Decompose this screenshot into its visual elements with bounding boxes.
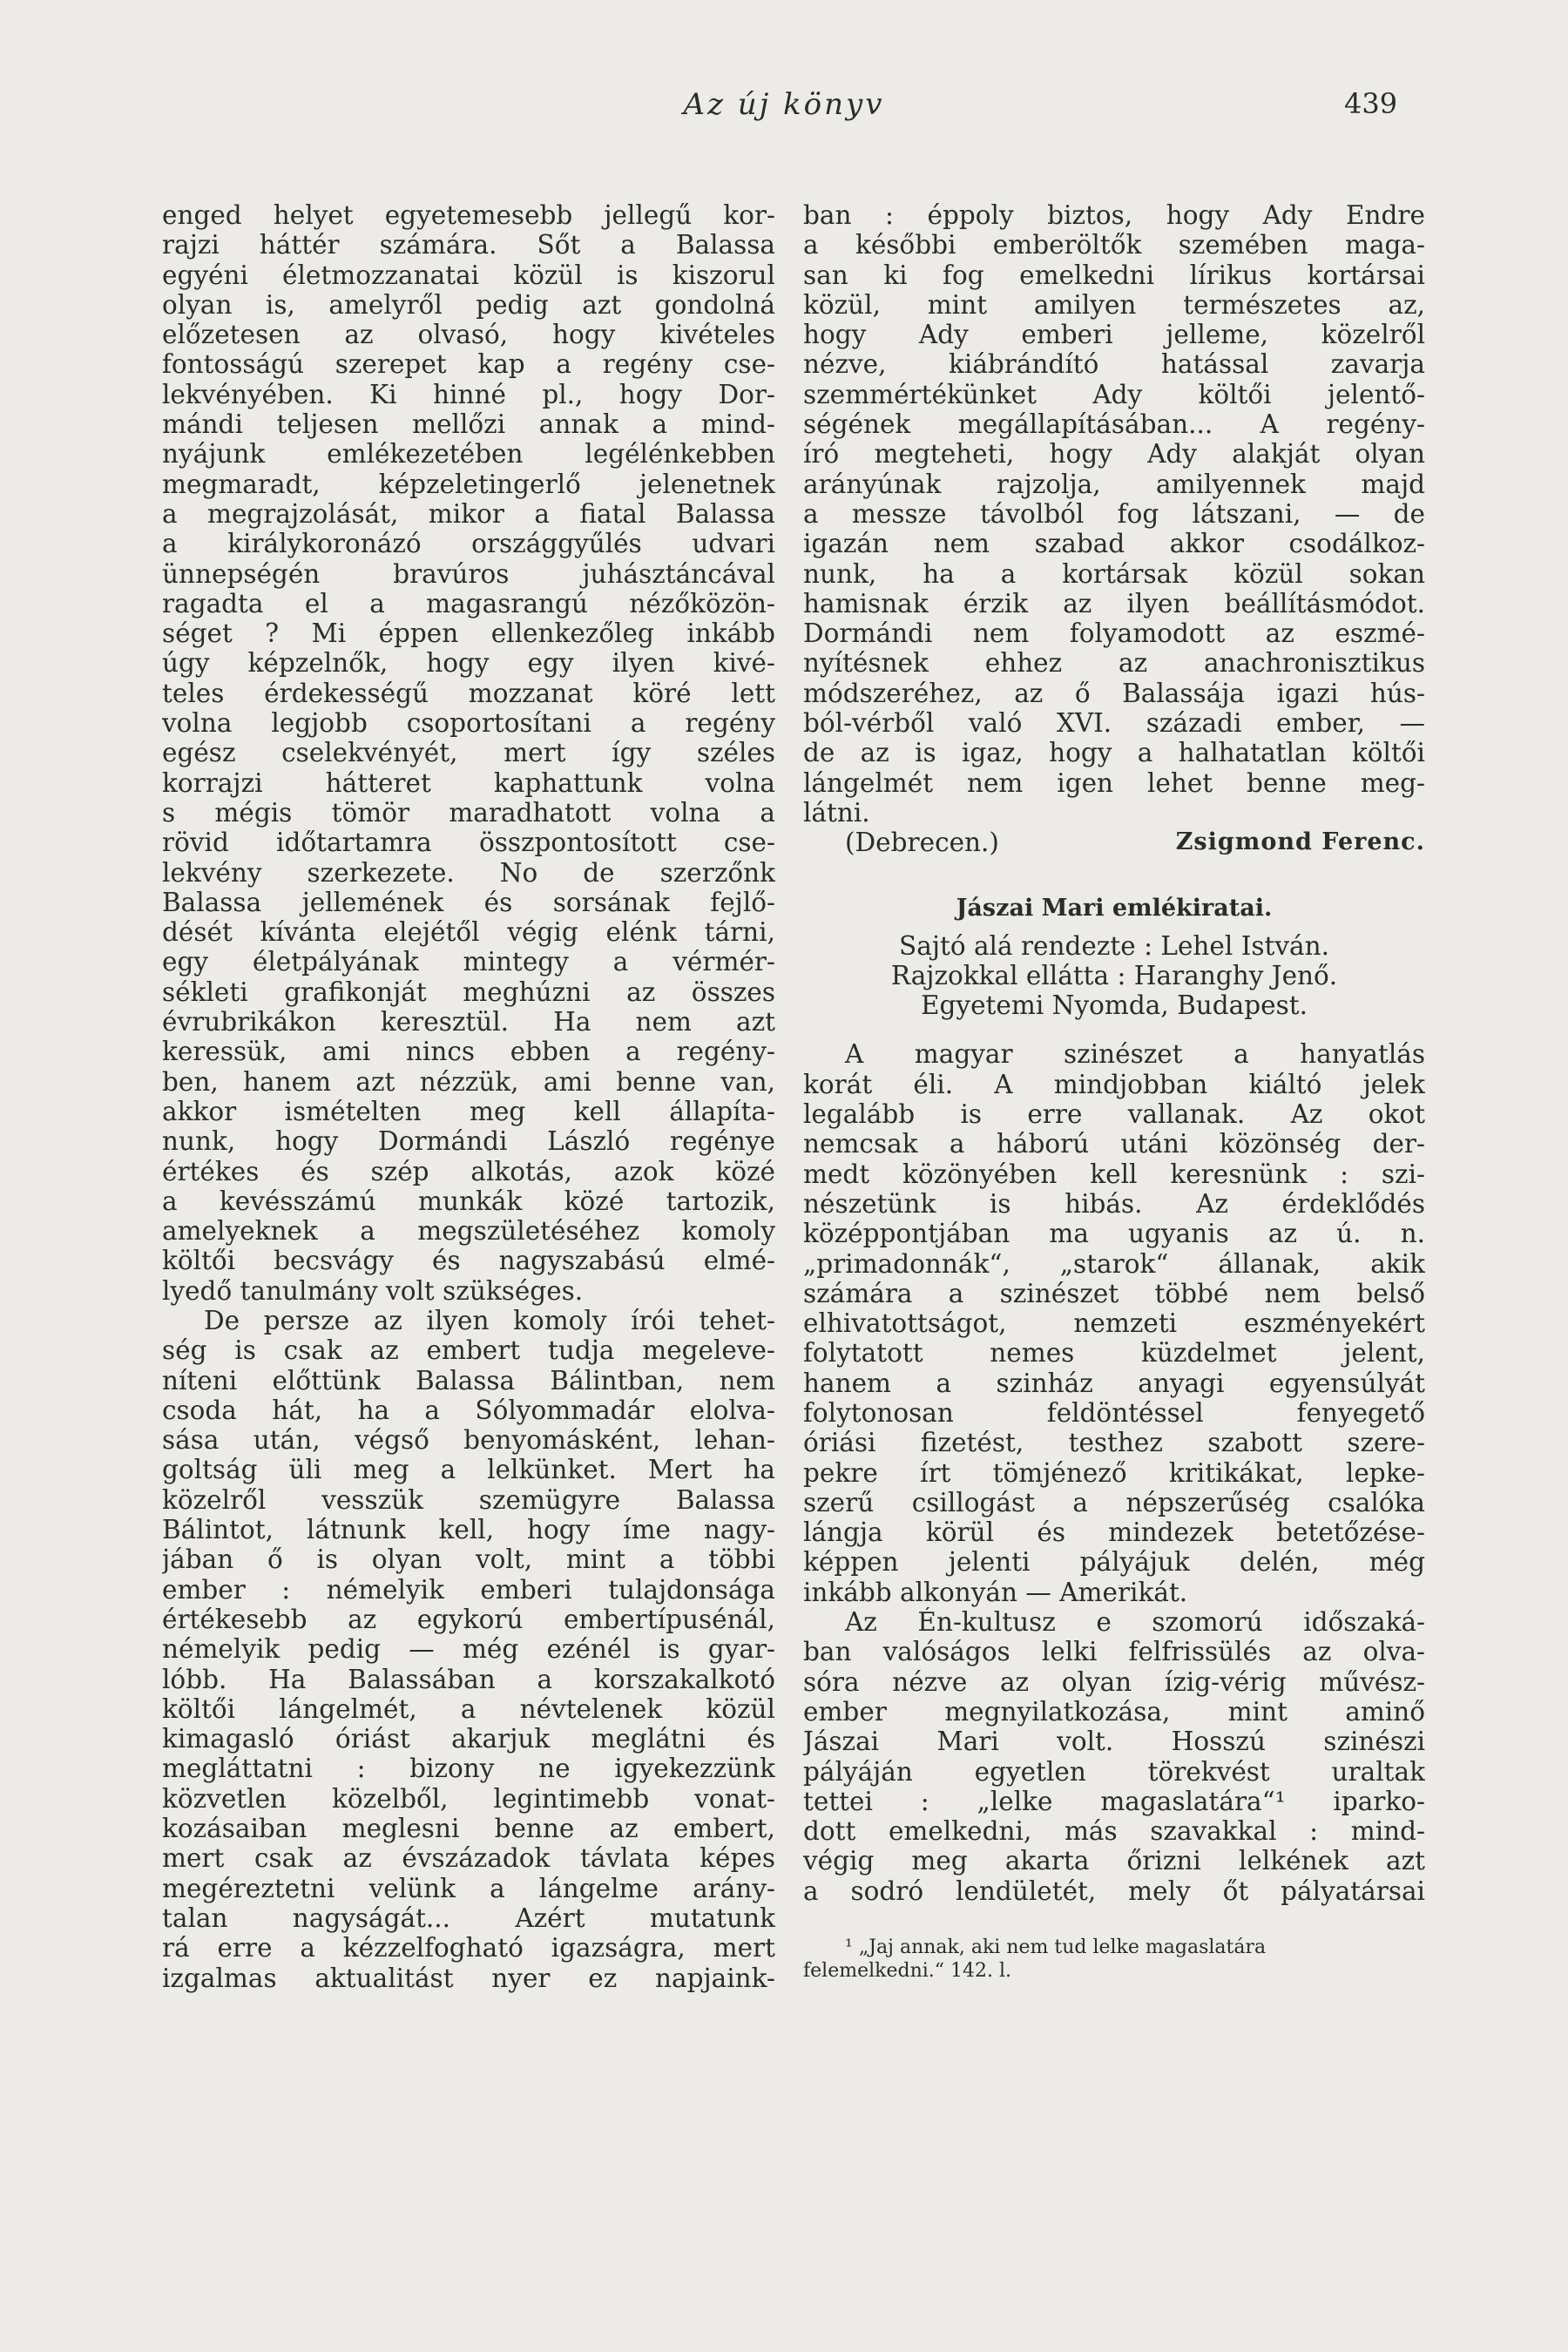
text-line: rajzi háttér számára. Sőt a Balassa — [162, 230, 775, 260]
text-line: arányúnak rajzolja, amilyennek majd — [803, 469, 1425, 499]
text-line: séget ? Mi éppen ellenkezőleg inkább — [162, 618, 775, 649]
text-line: megéreztetni velünk a lángelme arány- — [162, 1873, 775, 1903]
text-line: képpen jelenti pályájuk delén, még — [803, 1547, 1425, 1578]
text-line: úgy képzelnők, hogy egy ilyen kivé- — [162, 648, 775, 679]
text-line: mándi teljesen mellőzi annak a mind- — [162, 409, 775, 440]
text-line: egy életpályának mintegy a vérmér- — [162, 947, 775, 977]
text-line: értékesebb az egykorú embertípusénál, — [162, 1604, 775, 1634]
text-line: kimagasló óriást akarjuk meglátni és — [162, 1724, 775, 1754]
text-line: elhivatottságot, nemzeti eszményekért — [803, 1308, 1425, 1339]
text-line: mert csak az évszázadok távlata képes — [162, 1843, 775, 1874]
text-line: tettei : „lelke magaslatára“¹ iparko- — [803, 1786, 1425, 1816]
text-line: nemcsak a háború utáni közönség der- — [803, 1129, 1425, 1159]
right-text-column — [803, 200, 1425, 1983]
text-line: s mégis tömör maradhatott volna a — [162, 797, 775, 828]
text-line: szerű csillogást a népszerűség csalóka — [803, 1487, 1425, 1517]
text-line: csoda hát, ha a Sólyommadár elolva- — [162, 1395, 775, 1425]
text-line: ban valóságos lelki felfrissülés az olva- — [803, 1637, 1425, 1667]
text-line: Az Én-kultusz e szomorú időszaká- — [845, 1607, 1425, 1638]
text-line: san ki fog emelkedni lírikus kortársai — [803, 260, 1425, 290]
text-line: évrubrikákon keresztül. Ha nem azt — [162, 1007, 775, 1037]
text-line: sása után, végső benyomásként, lehan- — [162, 1425, 775, 1456]
text-line: amelyeknek a megszületéséhez komoly — [162, 1216, 775, 1247]
text-line: Jászai Mari volt. Hosszú szinészi — [803, 1727, 1425, 1757]
footnote-line: ¹ „Jaj annak, aki nem tud lelke magaslatára — [845, 1936, 1267, 1959]
text-line: lyedő tanulmány volt szükséges. — [162, 1275, 584, 1306]
text-line: De persze az ilyen komoly írói tehet- — [204, 1305, 775, 1335]
text-line: a messze távolból fog látszani, — de — [803, 498, 1425, 529]
text-line: ségének megállapításában... A regény- — [803, 409, 1425, 440]
text-line: közül, mint amilyen természetes az, — [803, 289, 1425, 320]
review-continuation — [803, 200, 1425, 828]
text-line: előzetesen az olvasó, hogy kivételes — [162, 320, 775, 350]
text-line: értékes és szép alkotás, azok közé — [162, 1156, 775, 1186]
text-line: nészetünk is hibás. Az érdeklődés — [803, 1188, 1425, 1219]
text-line: hanem a szinház anyagi egyensúlyát — [803, 1368, 1425, 1398]
text-line: megláttatni : bizony ne igyekezzünk — [162, 1754, 775, 1784]
text-line: legalább is erre vallanak. Az okot — [803, 1099, 1425, 1130]
text-line: lángelmét nem igen lehet benne meg- — [803, 767, 1425, 798]
review-body — [803, 1039, 1425, 1906]
text-line: enged helyet egyetemesebb jellegű kor- — [162, 200, 775, 230]
text-line: a későbbi emberöltők szemében maga- — [803, 230, 1425, 260]
text-line: sóra nézve az olyan ízig-vérig művész- — [803, 1666, 1425, 1697]
text-line: teles érdekességű mozzanat köré lett — [162, 678, 775, 708]
text-line: de az is igaz, hogy a halhatatlan költői — [803, 738, 1425, 768]
text-line: nézve, kiábrándító hatással zavarja — [803, 349, 1425, 380]
text-line: pekre írt tömjénező kritikákat, lepke- — [803, 1457, 1425, 1488]
text-line: költői becsvágy és nagyszabású elmé- — [162, 1246, 775, 1276]
text-line: megmaradt, képzeletingerlő jelenetnek — [162, 469, 775, 499]
text-line: nyájunk emlékezetében legélénkebben — [162, 439, 775, 470]
text-line: talan nagyságát... Azért mutatunk — [162, 1903, 775, 1933]
text-line: goltság üli meg a lelkünket. Mert ha — [162, 1455, 775, 1485]
text-line: olyan is, amelyről pedig azt gondolná — [162, 289, 775, 320]
text-line: A magyar szinészet a hanyatlás — [845, 1039, 1425, 1070]
text-line: lekvény szerkezete. No de szerzőnk — [162, 857, 775, 888]
text-line: ember megnyilatkozása, mint aminő — [803, 1696, 1425, 1727]
footnote-line: felemelkedni.“ 142. l. — [803, 1960, 1012, 1983]
text-line: hogy Ady emberi jelleme, közelről — [803, 320, 1425, 350]
text-line: látni. — [803, 797, 870, 828]
text-line: keressük, ami nincs ebben a regény- — [162, 1037, 775, 1067]
text-line: ünnepségén bravúros juhásztáncával — [162, 558, 775, 589]
text-line: közelről vesszük szemügyre Balassa — [162, 1484, 775, 1515]
text-line: izgalmas aktualitást nyer ez napjaink- — [162, 1963, 775, 1993]
text-line: rá erre a kézzelfogható igazságra, mert — [162, 1933, 775, 1963]
publisher: Egyetemi Nyomda, Budapest. — [921, 990, 1308, 1021]
text-line: níteni előttünk Balassa Bálintban, nem — [162, 1365, 775, 1396]
illustrated-by: Rajzokkal ellátta : Haranghy Jenő. — [890, 960, 1338, 990]
text-line: némelyik pedig — még ezénél is gyar- — [162, 1634, 775, 1665]
text-line: költői lángelmét, a névtelenek közül — [162, 1693, 775, 1724]
text-line: Dormándi nem folyamodott az eszmé- — [803, 618, 1425, 649]
text-line: fontosságú szerepet kap a regény cse- — [162, 349, 775, 380]
text-line: lekvényében. Ki hinné pl., hogy Dor- — [162, 379, 775, 409]
footnote — [803, 1936, 1425, 1983]
signature-author: Zsigmond Ferenc. — [1175, 828, 1425, 856]
running-header-title: Az új könyv — [683, 87, 885, 122]
edited-by: Sajtó alá rendezte : Lehel István. — [899, 930, 1329, 961]
text-line: ember : némelyik emberi tulajdonsága — [162, 1574, 775, 1605]
text-line: ragadta el a magasrangú nézőközön- — [162, 588, 775, 618]
text-line: korát éli. A mindjobban kiáltó jelek — [803, 1069, 1425, 1099]
text-line: számára a szinészet többé nem belső — [803, 1278, 1425, 1308]
text-line: kozásaiban meglesni benne az embert, — [162, 1814, 775, 1844]
text-line: medt közönyében kell keresnünk : szi- — [803, 1159, 1425, 1189]
text-line: közvetlen közelből, legintimebb vonat- — [162, 1783, 775, 1814]
page-number: 439 — [1344, 87, 1398, 120]
text-line: folytonosan feldöntéssel fenyegető — [803, 1397, 1425, 1428]
text-line: a kevésszámú munkák közé tartozik, — [162, 1186, 775, 1216]
text-line: volna legjobb csoportosítani a regény — [162, 708, 775, 739]
text-line: lóbb. Ha Balassában a korszakalkotó — [162, 1664, 775, 1694]
text-line: óriási fizetést, testhez szabott szere- — [803, 1428, 1425, 1458]
text-line: középpontjában ma ugyanis az ú. n. — [803, 1219, 1425, 1249]
text-line: nunk, ha a kortársak közül sokan — [803, 558, 1425, 589]
text-line: egész cselekvényét, mert így széles — [162, 738, 775, 768]
text-line: Bálintot, látnunk kell, hogy íme nagy- — [162, 1515, 775, 1545]
text-line: jában ő is olyan volt, mint a többi — [162, 1544, 775, 1575]
text-line: rövid időtartamra összpontosított cse- — [162, 828, 775, 858]
text-line: dését kívánta elejétől végig elénk tárni, — [162, 917, 775, 948]
text-line: ból-vérből való XVI. századi ember, — — [803, 708, 1425, 739]
text-line: folytatott nemes küzdelmet jelent, — [803, 1338, 1425, 1369]
left-text-column — [162, 200, 775, 1993]
text-line: a megrajzolását, mikor a fiatal Balassa — [162, 498, 775, 529]
text-line: igazán nem szabad akkor csodálkoz- — [803, 529, 1425, 559]
text-line: ben, hanem azt nézzük, ami benne van, — [162, 1066, 775, 1097]
text-line: Balassa jellemének és sorsának fejlő- — [162, 887, 775, 917]
text-line: „primadonnák“, „starok“ állanak, akik — [803, 1248, 1425, 1279]
text-line: módszeréhez, az ő Balassája igazi hús- — [803, 678, 1425, 708]
text-line: a sodró lendületét, mely őt pályatársai — [803, 1876, 1425, 1906]
text-line: inkább alkonyán — Amerikát. — [803, 1577, 1188, 1607]
text-line: korrajzi hátteret kaphattunk volna — [162, 767, 775, 798]
text-line: ban : éppoly biztos, hogy Ady Endre — [803, 200, 1425, 230]
text-line: sékleti grafikonját meghúzni az összes — [162, 977, 775, 1007]
text-line: pályáján egyetlen törekvést uraltak — [803, 1756, 1425, 1787]
review-signature — [803, 828, 1425, 857]
text-line: egyéni életmozzanatai közül is kiszorul — [162, 260, 775, 290]
signature-place: (Debrecen.) — [845, 828, 999, 858]
text-line: hamisnak érzik az ilyen beállításmódot. — [803, 588, 1425, 618]
text-line: ség is csak az embert tudja megeleve- — [162, 1335, 775, 1366]
text-line: a királykoronázó országgyűlés udvari — [162, 529, 775, 559]
text-line: dott emelkedni, más szavakkal : mind- — [803, 1816, 1425, 1847]
text-line: szemmértékünket Ady költői jelentő- — [803, 379, 1425, 409]
text-line: végig meg akarta őrizni lelkének azt — [803, 1846, 1425, 1876]
text-line: nunk, hogy Dormándi László regénye — [162, 1126, 775, 1157]
review-title: Jászai Mari emlékiratai. — [956, 894, 1273, 922]
text-line: író megteheti, hogy Ady alakját olyan — [803, 439, 1425, 470]
text-line: lángja körül és mindezek betetőzése- — [803, 1517, 1425, 1548]
text-line: nyítésnek ehhez az anachronisztikus — [803, 648, 1425, 679]
text-line: akkor ismételten meg kell állapíta- — [162, 1096, 775, 1126]
